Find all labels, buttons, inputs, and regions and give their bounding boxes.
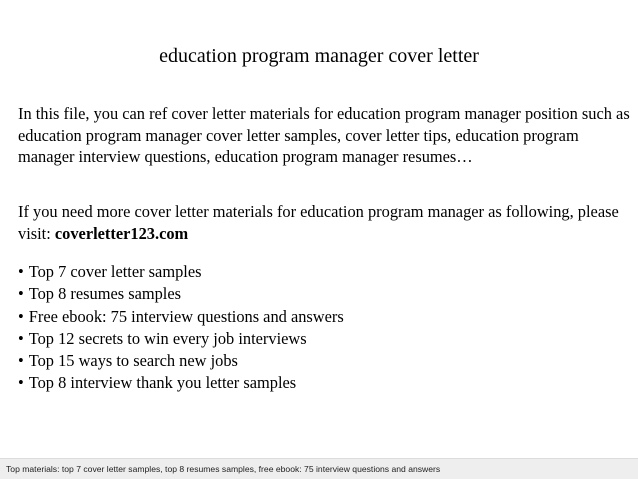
bullet-icon: •	[18, 262, 24, 281]
materials-list	[18, 261, 630, 395]
list-item	[18, 261, 630, 283]
list-item	[18, 372, 630, 394]
list-item-text: Top 12 secrets to win every job interviews	[28, 328, 307, 348]
list-item-text: Top 15 ways to search new jobs	[28, 351, 238, 371]
bullet-icon: •	[18, 351, 24, 371]
list-item-text: Top 8 resumes samples	[28, 284, 182, 304]
list-item	[18, 306, 630, 328]
bullet-icon: •	[18, 306, 24, 326]
list-item	[18, 350, 630, 372]
list-item	[18, 283, 630, 305]
more-materials-paragraph	[18, 201, 630, 244]
list-item-text: Top 8 interview thank you letter samples	[28, 373, 297, 393]
footer-text: Top materials: top 7 cover letter samples, top 8 resumes samples, free ebook: 75 interview questions and answers	[6, 464, 441, 474]
site-link[interactable]: coverletter123.com	[54, 223, 189, 243]
intro-paragraph: In this file, you can ref cover letter materials for education program manager position such as education program manager cover letter samples, cover letter tips, education program manager interview questions, education program manager resumes…	[18, 104, 630, 166]
bullet-icon: •	[18, 373, 24, 393]
page-title: education program manager cover letter	[159, 45, 479, 67]
bullet-icon: •	[18, 328, 24, 348]
more-materials-text: If you need more cover letter materials for education program manager as following, please visit:	[18, 202, 619, 243]
footer-bar	[0, 458, 638, 479]
list-item-text: Free ebook: 75 interview questions and answers	[28, 306, 344, 326]
list-item-text: Top 7 cover letter samples	[28, 262, 202, 281]
list-item	[18, 328, 630, 350]
bullet-icon: •	[18, 284, 24, 304]
